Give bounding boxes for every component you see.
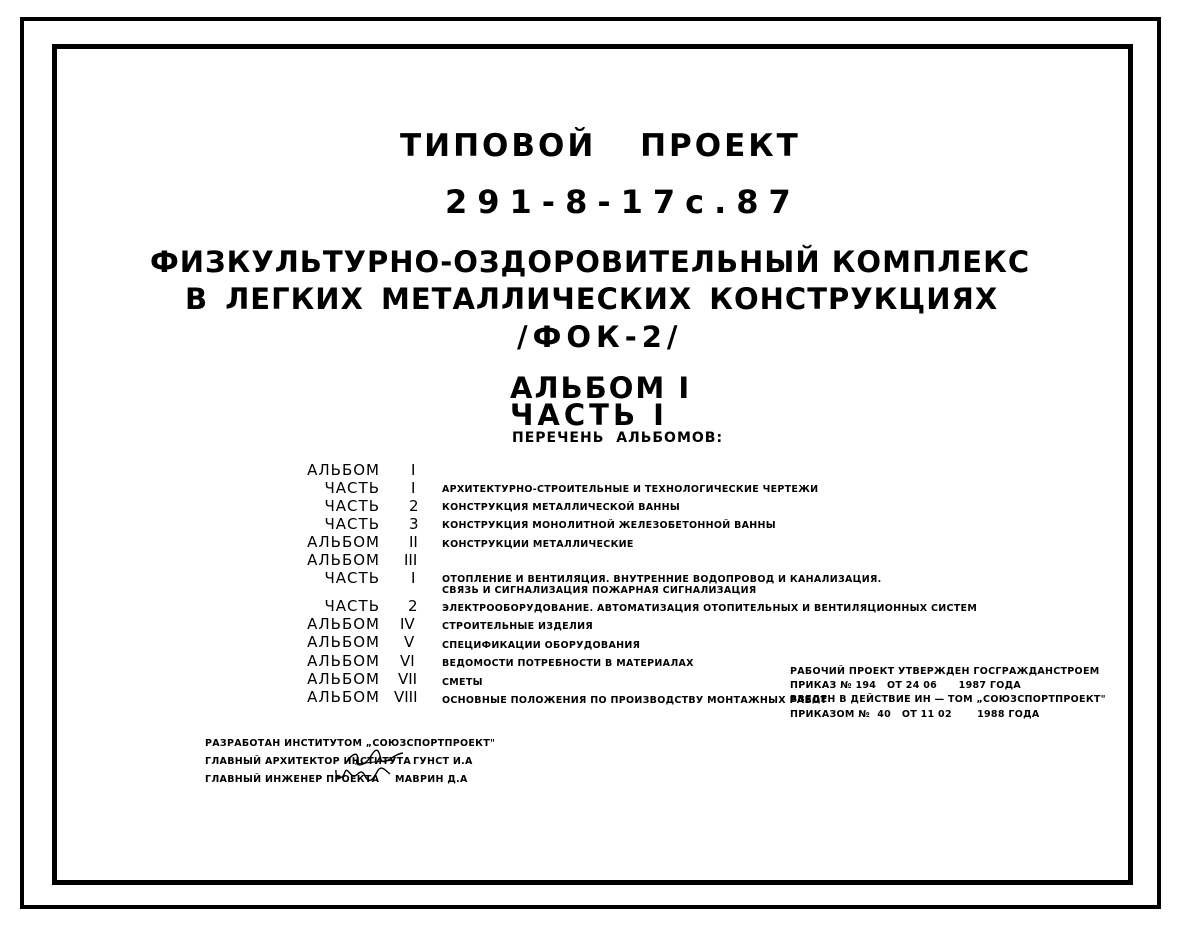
list-item-description: КОНСТРУКЦИИ МЕТАЛЛИЧЕСКИЕ [442,539,634,550]
chief-architect-label: ГЛАВНЫЙ АРХИТЕКТОР ИНСТИТУТА [205,756,412,767]
chief-engineer-name: МАВРИН Д.А [395,774,468,785]
list-item-description: СТРОИТЕЛЬНЫЕ ИЗДЕЛИЯ [442,621,593,632]
project-type-heading: ТИПОВОЙ ПРОЕКТ [400,128,801,164]
list-item-description: КОНСТРУКЦИЯ МОНОЛИТНОЙ ЖЕЛЕЗОБЕТОННОЙ ВАННЫ [442,520,776,531]
part-heading: ЧАСТЬ I [510,398,668,432]
list-item-number: 2 [409,497,419,515]
title-line-2: В ЛЕГКИХ МЕТАЛЛИЧЕСКИХ КОНСТРУКЦИЯХ [185,282,999,316]
list-item-description: ЭЛЕКТРООБОРУДОВАНИЕ. АВТОМАТИЗАЦИЯ ОТОПИТЕЛЬНЫХ И ВЕНТИЛЯЦИОННЫХ СИСТЕМ [442,603,978,614]
approval-line-3: ВВЕДЕН В ДЕЙСТВИЕ ИН — ТОМ „СОЮЗСПОРТПРОЕКТ" [790,694,1106,705]
list-item-number: I [411,479,416,497]
list-item-description: СПЕЦИФИКАЦИИ ОБОРУДОВАНИЯ [442,640,641,651]
list-item-description: КОНСТРУКЦИЯ МЕТАЛЛИЧЕСКОЙ ВАННЫ [442,502,681,513]
approval-line-2: ПРИКАЗ № 194 ОТ 24 06 1987 ГОДА [790,680,1022,691]
list-item-label: ЧАСТЬ [324,569,380,587]
list-item-label: ЧАСТЬ [324,497,380,515]
list-item-number: V [404,633,415,651]
list-item-label: АЛЬБОМ [307,670,380,688]
list-item-label: АЛЬБОМ [307,551,380,569]
list-item-label: АЛЬБОМ [307,652,380,670]
list-item-label: АЛЬБОМ [307,688,380,706]
album-heading: АЛЬБОМ I [510,371,692,405]
list-item-label: ЧАСТЬ [324,597,380,615]
list-item-description: АРХИТЕКТУРНО-СТРОИТЕЛЬНЫЕ И ТЕХНОЛОГИЧЕСКИЕ ЧЕРТЕЖИ [442,484,819,495]
list-item-number: 3 [409,515,419,533]
list-item-label: АЛЬБОМ [307,461,380,479]
list-heading: ПЕРЕЧЕНЬ АЛЬБОМОВ: [512,430,724,446]
list-item-number: I [411,461,416,479]
list-item-description: ОТОПЛЕНИЕ И ВЕНТИЛЯЦИЯ. ВНУТРЕННИЕ ВОДОПРОВОД И КАНАЛИЗАЦИЯ. [442,574,882,585]
engineer-signature [333,762,393,784]
list-item-number: VI [400,652,415,670]
developer-line-1: РАЗРАБОТАН ИНСТИТУТОМ „СОЮЗСПОРТПРОЕКТ" [205,738,496,749]
list-item-number: I [411,569,416,587]
chief-architect-name: ГУНСТ И.А [413,756,473,767]
list-item-label: АЛЬБОМ [307,633,380,651]
list-item-label: ЧАСТЬ [324,479,380,497]
list-item-number: III [404,551,418,569]
title-line-3: /ФОК-2/ [517,320,683,354]
chief-engineer-label: ГЛАВНЫЙ ИНЖЕНЕР ПРОЕКТА [205,774,380,785]
list-item-label: АЛЬБОМ [307,615,380,633]
list-item-number: 2 [408,597,418,615]
list-item-label: ЧАСТЬ [324,515,380,533]
list-item-label: АЛЬБОМ [307,533,380,551]
list-item-number: VII [398,670,418,688]
approval-line-1: РАБОЧИЙ ПРОЕКТ УТВЕРЖДЕН ГОСГРАЖДАНСТРОЕМ [790,666,1100,677]
approval-line-4: ПРИКАЗОМ № 40 ОТ 11 02 1988 ГОДА [790,709,1040,720]
project-code: 291-8-17с.87 [445,183,801,221]
list-item-description: ОСНОВНЫЕ ПОЛОЖЕНИЯ ПО ПРОИЗВОДСТВУ МОНТАЖНЫХ РАБОТ [442,695,828,706]
title-line-1: ФИЗКУЛЬТУРНО-ОЗДОРОВИТЕЛЬНЫЙ КОМПЛЕКС [150,245,1031,279]
list-item-number: IV [400,615,415,633]
list-item-description-continued: СВЯЗЬ И СИГНАЛИЗАЦИЯ ПОЖАРНАЯ СИГНАЛИЗАЦИЯ [442,585,757,596]
list-item-description: ВЕДОМОСТИ ПОТРЕБНОСТИ В МАТЕРИАЛАХ [442,658,694,669]
list-item-number: II [409,533,418,551]
list-item-number: VIII [394,688,418,706]
list-item-description: СМЕТЫ [442,677,483,688]
